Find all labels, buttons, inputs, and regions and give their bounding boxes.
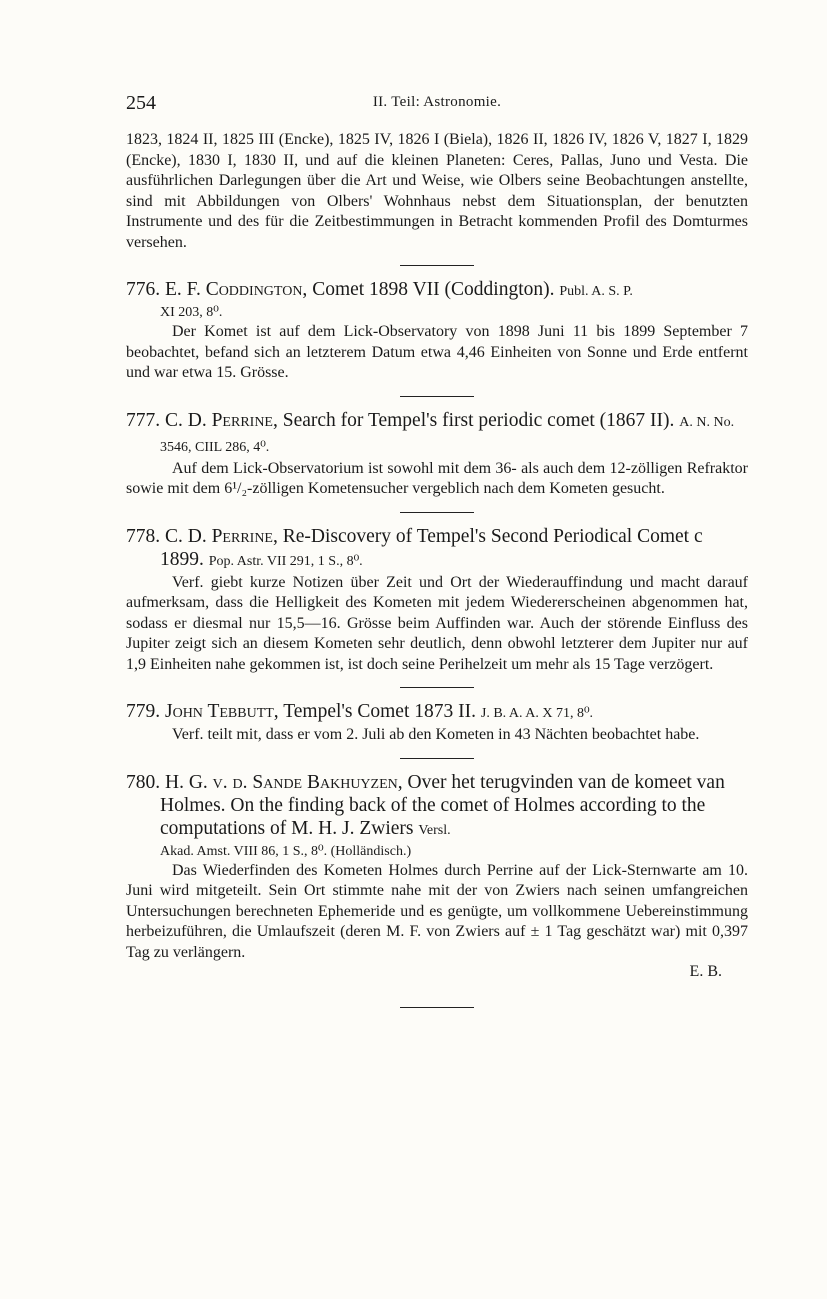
- page-number: 254: [126, 92, 156, 114]
- entry-body: Auf dem Lick-Observatorium ist sowohl mit dem 36- als auch dem 12-zölligen Refraktor sowie mit dem 6¹/₂-zölligen Kometensucher vergeblich nach dem Kometen gesucht.: [126, 459, 748, 497]
- entry-number: 778.: [126, 525, 161, 547]
- entry-heading: [126, 525, 748, 573]
- entry-780: [126, 771, 748, 982]
- entry-body: Verf. teilt mit, dass er vom 2. Juli ab den Kometen in 43 Nächten beobachtet habe.: [172, 726, 700, 743]
- section-divider: [400, 687, 474, 688]
- body-text: [126, 130, 748, 1020]
- running-title: II. Teil: Astronomie.: [372, 94, 502, 110]
- entry-number: 777.: [126, 409, 161, 431]
- entry-776: [126, 278, 748, 384]
- entry-heading: [126, 771, 748, 842]
- intro-paragraph: 1823, 1824 II, 1825 III (Encke), 1825 IV, 1826 I (Biela), 1826 II, 1826 IV, 1826 V, 1827 I, 1829 (Encke), 1830 I, 1830 II, und auf die kleinen Planeten: Ceres, Pallas, Juno und Vesta. Die ausführlichen Darlegungen über die Art und Weise, wie Olbers seine Beobachtungen anstellte, sind mit Abbildungen von Olbers' Wohnhaus nebst dem Situationsplan, der benutzten Instrumente und des für die Zeitbestimmungen in Betracht kommenden Profil des Domturmes versehen.: [126, 131, 748, 251]
- entry-number: 780.: [126, 771, 161, 793]
- entry-reference: Publ. A. S. P.: [559, 284, 633, 299]
- entry-title: Re-Discovery of Tempel's Second Periodical Comet c 1899.: [160, 525, 703, 570]
- entry-reference-continued: XI 203, 8⁰.: [160, 305, 223, 320]
- entry-body: Verf. giebt kurze Notizen über Zeit und Ort der Wiederauffindung und macht darauf aufmerksam, dass die Helligkeit des Kometen mit jedem Wiedererscheinen abgenommen hat, sodass er diesmal nur 15,5—16. Grösse beim Auffinden war. Auch der störende Einfluss des Jupiter zeigt sich an diesem Kometen sehr deutlich, denn obwohl letzterer dem Jupiter nur auf 1,9 Einheiten nahe gekommen ist, ist doch seine Perihelzeit um mehr als 15 Tage verzögert.: [126, 573, 748, 673]
- entry-author: H. G. v. d. Sande Bakhuyzen,: [165, 771, 403, 793]
- entry-body: Das Wiederfinden des Kometen Holmes durch Perrine auf der Lick-Sternwarte am 10. Juni wird mitgeteilt. Sein Ort stimmte nahe mit der von Zwiers nach seinen umfangreichen Untersuchungen berechneten Ephemeride und es genügte, um vollkommene Uebereinstimmung herbeizuführen, die Umlaufszeit (deren M. F. von Zwiers auf ± 1 Tag geschätzt war) mit 0,397 Tag zu verlängern.: [126, 861, 748, 961]
- entry-heading: [126, 278, 748, 303]
- entry-author: C. D. Perrine,: [165, 409, 278, 431]
- entry-title: Over het terugvinden van de komeet van Holmes. On the finding back of the comet of Holmes according to the computations of M. H. J. Zwiers: [160, 771, 725, 839]
- entry-author: John Tebbutt,: [165, 701, 279, 722]
- entry-author: C. D. Perrine,: [165, 525, 278, 547]
- section-divider: [400, 758, 474, 759]
- section-divider: [400, 396, 474, 397]
- signature-line: [126, 963, 748, 981]
- section-divider: [400, 1007, 474, 1008]
- entry-signature: E. B.: [689, 963, 722, 980]
- entry-title: Comet 1898 VII (Coddington).: [312, 279, 555, 300]
- entry-reference-continued: Akad. Amst. VIII 86, 1 S., 8⁰. (Holländisch.): [160, 843, 412, 859]
- entry-title: Search for Tempel's first periodic comet (1867 II).: [282, 409, 675, 431]
- entry-779: [126, 700, 748, 746]
- running-head: [126, 92, 748, 116]
- entry-number: 779.: [126, 701, 161, 722]
- section-divider: [400, 512, 474, 513]
- entry-reference: Pop. Astr. VII 291, 1 S., 8⁰.: [208, 553, 363, 569]
- entry-reference: Versl.: [418, 822, 451, 838]
- entry-number: 776.: [126, 279, 161, 300]
- entry-777: [126, 409, 748, 500]
- entry-body: Der Komet ist auf dem Lick-Observatory von 1898 Juni 11 bis 1899 September 7 beobachtet, befand sich an letzterem Datum etwa 4,46 Einheiten von Sonne und Erde entfernt und war etwa 15. Grösse.: [126, 323, 748, 381]
- entry-reference: A. N. No. 3546, CIIL 286, 4⁰.: [160, 414, 735, 455]
- entry-reference: J. B. A. A. X 71, 8⁰.: [480, 706, 594, 721]
- entry-title: Tempel's Comet 1873 II.: [283, 701, 476, 722]
- entry-heading: [126, 700, 748, 725]
- entry-author: E. F. Coddington,: [165, 279, 308, 300]
- entry-heading: [126, 409, 748, 459]
- section-divider: [400, 265, 474, 266]
- entry-778: [126, 525, 748, 676]
